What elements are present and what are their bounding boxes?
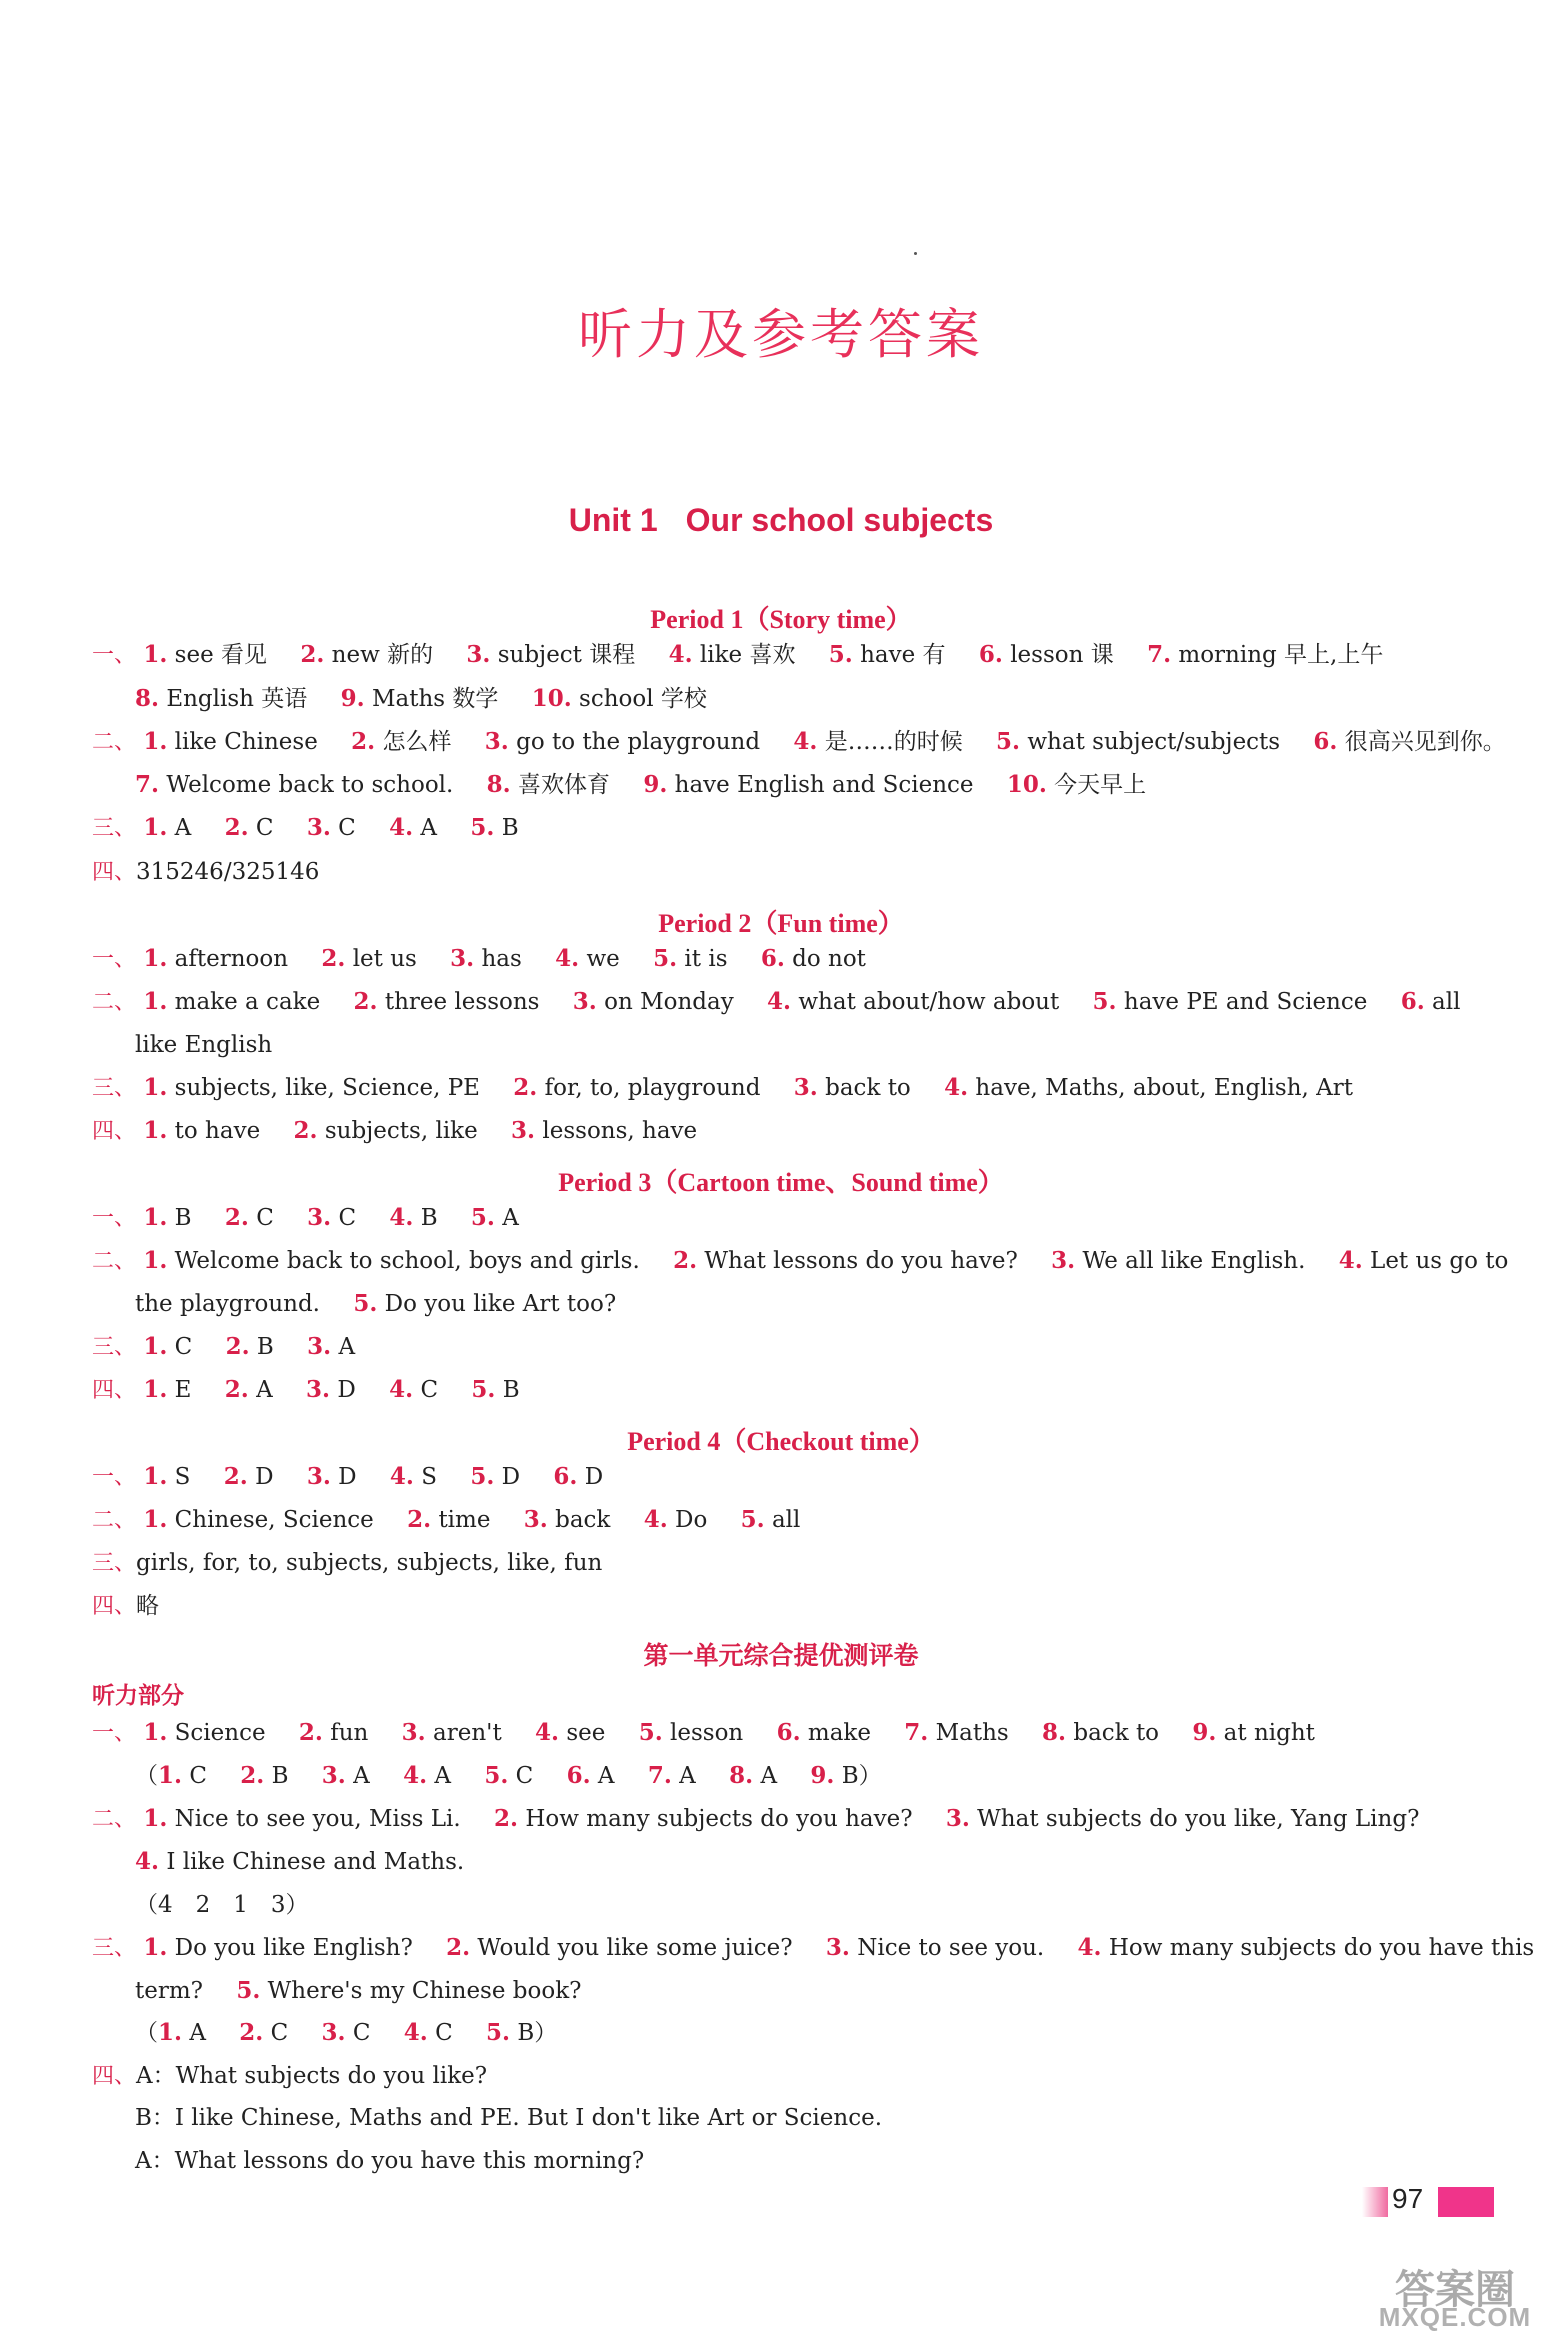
p1-line-1: 一、 1. see 看见 2. new 新的 3. subject 课程 4. like 喜欢 5. have 有 6. lesson 课 7. morning 早上,上午 [92, 641, 1384, 668]
p1-line-2: 8. English 英语 9. Maths 数学 10. school 学校 [135, 685, 707, 712]
unit-label: Unit 1 [568, 502, 658, 538]
watermark-cn: 答案圈 [1395, 2267, 1515, 2313]
test-line-3c: （1. A 2. C 3. C 4. C 5. B） [135, 2019, 558, 2046]
page-number-bar [1438, 2187, 1494, 2217]
p1-line-4: 7. Welcome back to school. 8. 喜欢体育 9. have English and Science 10. 今天早上 [135, 771, 1147, 798]
test-line-3b: term? 5. Where's my Chinese book? [135, 1977, 582, 2004]
p1-line-5: 三、 1. A 2. C 3. C 4. A 5. B [92, 814, 519, 841]
unit-name: Our school subjects [685, 502, 994, 538]
test-line-2c: （4 2 1 3） [135, 1892, 309, 1918]
listening-part-label: 听力部分 [92, 1683, 184, 1709]
p2-line-2b: like English [135, 1032, 273, 1058]
section-head-period-4: Period 4（Checkout time） [627, 1427, 935, 1456]
watermark-en: MXQE.COM [1378, 2302, 1532, 2332]
p4-line-4: 四、略 [92, 1593, 160, 1619]
p3-line-2: 二、 1. Welcome back to school, boys and girls. 2. What lessons do you have? 3. We all like English. 4. Let us go to [92, 1247, 1509, 1274]
section-head-period-1: Period 1（Story time） [650, 605, 912, 634]
p4-line-1: 一、 1. S 2. D 3. D 4. S 5. D 6. D [92, 1463, 604, 1490]
p1-line-6: 四、315246/325146 [92, 859, 320, 885]
page-number-gradient [1362, 2187, 1388, 2217]
p2-line-4: 四、 1. to have 2. subjects, like 3. lessons, have [92, 1117, 698, 1144]
p2-line-3: 三、 1. subjects, like, Science, PE 2. for, to, playground 3. back to 4. have, Maths, about, English, Art [92, 1074, 1354, 1101]
test-line-4a: 四、A：What subjects do you like? [92, 2063, 488, 2089]
p4-line-2: 二、 1. Chinese, Science 2. time 3. back 4. Do 5. all [92, 1506, 801, 1533]
test-line-4c: A：What lessons do you have this morning? [135, 2148, 645, 2174]
page-title: 听力及参考答案 [578, 303, 984, 366]
page-number: 97 [1392, 2183, 1424, 2214]
watermark [1370, 2258, 1540, 2338]
page-number-block [1362, 2183, 1492, 2219]
p3-line-2b: the playground. 5. Do you like Art too? [135, 1290, 617, 1317]
p2-line-2: 二、 1. make a cake 2. three lessons 3. on Monday 4. what about/how about 5. have PE and Science 6. all [92, 988, 1461, 1015]
unit-title [0, 502, 1562, 539]
test-line-1b: （1. C 2. B 3. A 4. A 5. C 6. A 7. A 8. A 9. B） [135, 1762, 882, 1789]
test-line-3: 三、 1. Do you like English? 2. Would you like some juice? 3. Nice to see you. 4. How many subjects do you have this [92, 1934, 1535, 1961]
test-line-2: 二、 1. Nice to see you, Miss Li. 2. How many subjects do you have? 3. What subjects do you like, Yang Ling? [92, 1805, 1420, 1832]
section-head-unit-test: 第一单元综合提优测评卷 [643, 1641, 919, 1670]
test-line-2b: 4. I like Chinese and Maths. [135, 1848, 465, 1875]
test-line-4b: B：I like Chinese, Maths and PE. But I don't like Art or Science. [135, 2105, 883, 2131]
speck [914, 252, 917, 255]
section-head-period-2: Period 2（Fun time） [658, 909, 904, 938]
p3-line-3: 三、 1. C 2. B 3. A [92, 1333, 356, 1360]
test-line-1: 一、 1. Science 2. fun 3. aren't 4. see 5. lesson 6. make 7. Maths 8. back to 9. at night [92, 1719, 1315, 1746]
p1-line-3: 二、 1. like Chinese 2. 怎么样 3. go to the playground 4. 是……的时候 5. what subject/subjects 6. 很高兴见到你。 [92, 728, 1506, 755]
section-head-period-3: Period 3（Cartoon time、Sound time） [558, 1168, 1004, 1197]
p2-line-1: 一、 1. afternoon 2. let us 3. has 4. we 5. it is 6. do not [92, 945, 866, 972]
p3-line-4: 四、 1. E 2. A 3. D 4. C 5. B [92, 1376, 520, 1403]
p4-line-3: 三、girls, for, to, subjects, subjects, like, fun [92, 1550, 603, 1576]
p3-line-1: 一、 1. B 2. C 3. C 4. B 5. A [92, 1204, 519, 1231]
